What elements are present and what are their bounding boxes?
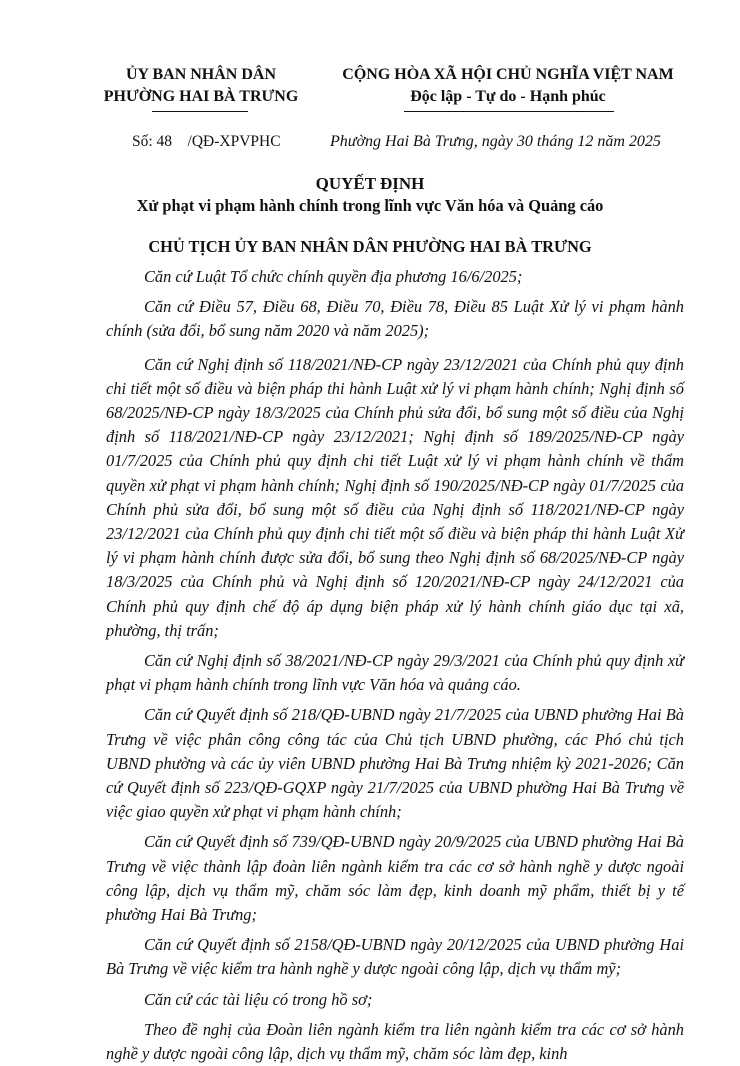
document-number: Số: 48 /QĐ-XPVPHC xyxy=(132,133,281,150)
paragraph: Căn cứ Điều 57, Điều 68, Điều 70, Điều 78, Điều 85 Luật Xử lý vi phạm hành chính (sửa đổi, bổ sung năm 2020 và năm 2025); xyxy=(106,297,684,341)
national-title: CỘNG HÒA XÃ HỘI CHỦ NGHĨA VIỆT NAM xyxy=(342,66,674,83)
paragraph: Căn cứ Nghị định số 38/2021/NĐ-CP ngày 29/3/2021 của Chính phủ quy định xử phạt vi phạm hành chính trong lĩnh vực Văn hóa và quảng cáo. xyxy=(106,651,684,695)
issuing-authority: CHỦ TỊCH ỦY BAN NHÂN DÂN PHƯỜNG HAI BÀ TRƯNG xyxy=(148,237,592,256)
paragraph: Căn cứ Quyết định số 218/QĐ-UBND ngày 21/7/2025 của UBND phường Hai Bà Trưng về việc phân công công tác của Chủ tịch UBND phường, các Phó chủ tịch UBND phường và các ủy viên UBND phường Hai Bà Trưng nhiệm kỳ 2021-2026; Căn cứ Quyết định số 223/QĐ-GQXP ngày 21/7/2025 của UBND phường Hai Bà Trưng về việc giao quyền xử phạt vi phạm hành chính; xyxy=(106,705,684,822)
agency-underline xyxy=(152,111,248,112)
place-and-date: Phường Hai Bà Trưng, ngày 30 tháng 12 năm 2025 xyxy=(330,133,661,150)
document-title: QUYẾT ĐỊNH xyxy=(315,174,425,193)
paragraph: Căn cứ Quyết định số 2158/QĐ-UBND ngày 20/12/2025 của UBND phường Hai Bà Trưng về việc kiểm tra hành nghề y dược ngoài công lập, dịch vụ thẩm mỹ; xyxy=(106,935,684,979)
legal-basis-text xyxy=(106,265,684,1066)
motto-underline xyxy=(404,111,614,112)
agency-name: ỦY BAN NHÂN DÂN xyxy=(125,66,277,83)
paragraph: Căn cứ các tài liệu có trong hồ sơ; xyxy=(144,989,373,1009)
paragraph: Theo đề nghị của Đoàn liên ngành kiểm tra liên ngành kiểm tra các cơ sở hành nghề y dược ngoài công lập, dịch vụ thẩm mỹ, chăm sóc làm đẹp, kinh xyxy=(106,1019,684,1064)
paragraph: Căn cứ Nghị định số 118/2021/NĐ-CP ngày 23/12/2021 của Chính phủ quy định chi tiết một số điều và biện pháp thi hành Luật xử lý vi phạm hành chính; Nghị định số 68/2025/NĐ-CP ngày 18/3/2025 của Chính phủ sửa đổi, bổ sung một số điều của Nghị định số 118/2021/NĐ-CP ngày 23/12/2021; Nghị định số 189/2025/NĐ-CP ngày 01/7/2025 của Chính phủ quy định chi tiết Luật xử lý vi phạm hành chính về thẩm quyền xử phạt vi phạm hành chính; Nghị định số 190/2025/NĐ-CP ngày 01/7/2025 của Chính phủ sửa đổi, bổ sung một số điều của Nghị định số 118/2021/NĐ-CP ngày 23/12/2021 của Chính phủ quy định chi tiết một số điều và biện pháp thi hành Luật Xử lý vi phạm hành chính được sửa đổi, bổ sung theo Nghị định số 68/2025/NĐ-CP ngày 18/3/2025 của Chính phủ và Nghị định số 120/2021/NĐ-CP ngày 24/12/2021 của Chính phủ quy định chế độ áp dụng biện pháp xử lý hành chính giáo dục tại xã, phường, thị trấn; xyxy=(106,354,684,640)
document-subject: Xử phạt vi phạm hành chính trong lĩnh vực Văn hóa và Quảng cáo xyxy=(136,196,604,215)
national-motto: Độc lập - Tự do - Hạnh phúc xyxy=(410,88,606,105)
paragraph: Căn cứ Luật Tổ chức chính quyền địa phương 16/6/2025; xyxy=(144,267,523,286)
ward-name: PHƯỜNG HAI BÀ TRƯNG xyxy=(103,88,299,105)
paragraph: Căn cứ Quyết định số 739/QĐ-UBND ngày 20/9/2025 của UBND phường Hai Bà Trưng về việc thành lập đoàn liên ngành kiểm tra các cơ sở hành nghề y dược ngoài công lập, dịch vụ thẩm mỹ, chăm sóc làm đẹp, kinh doanh mỹ phẩm, thiết bị y tế phường Hai Bà Trưng; xyxy=(106,832,684,925)
